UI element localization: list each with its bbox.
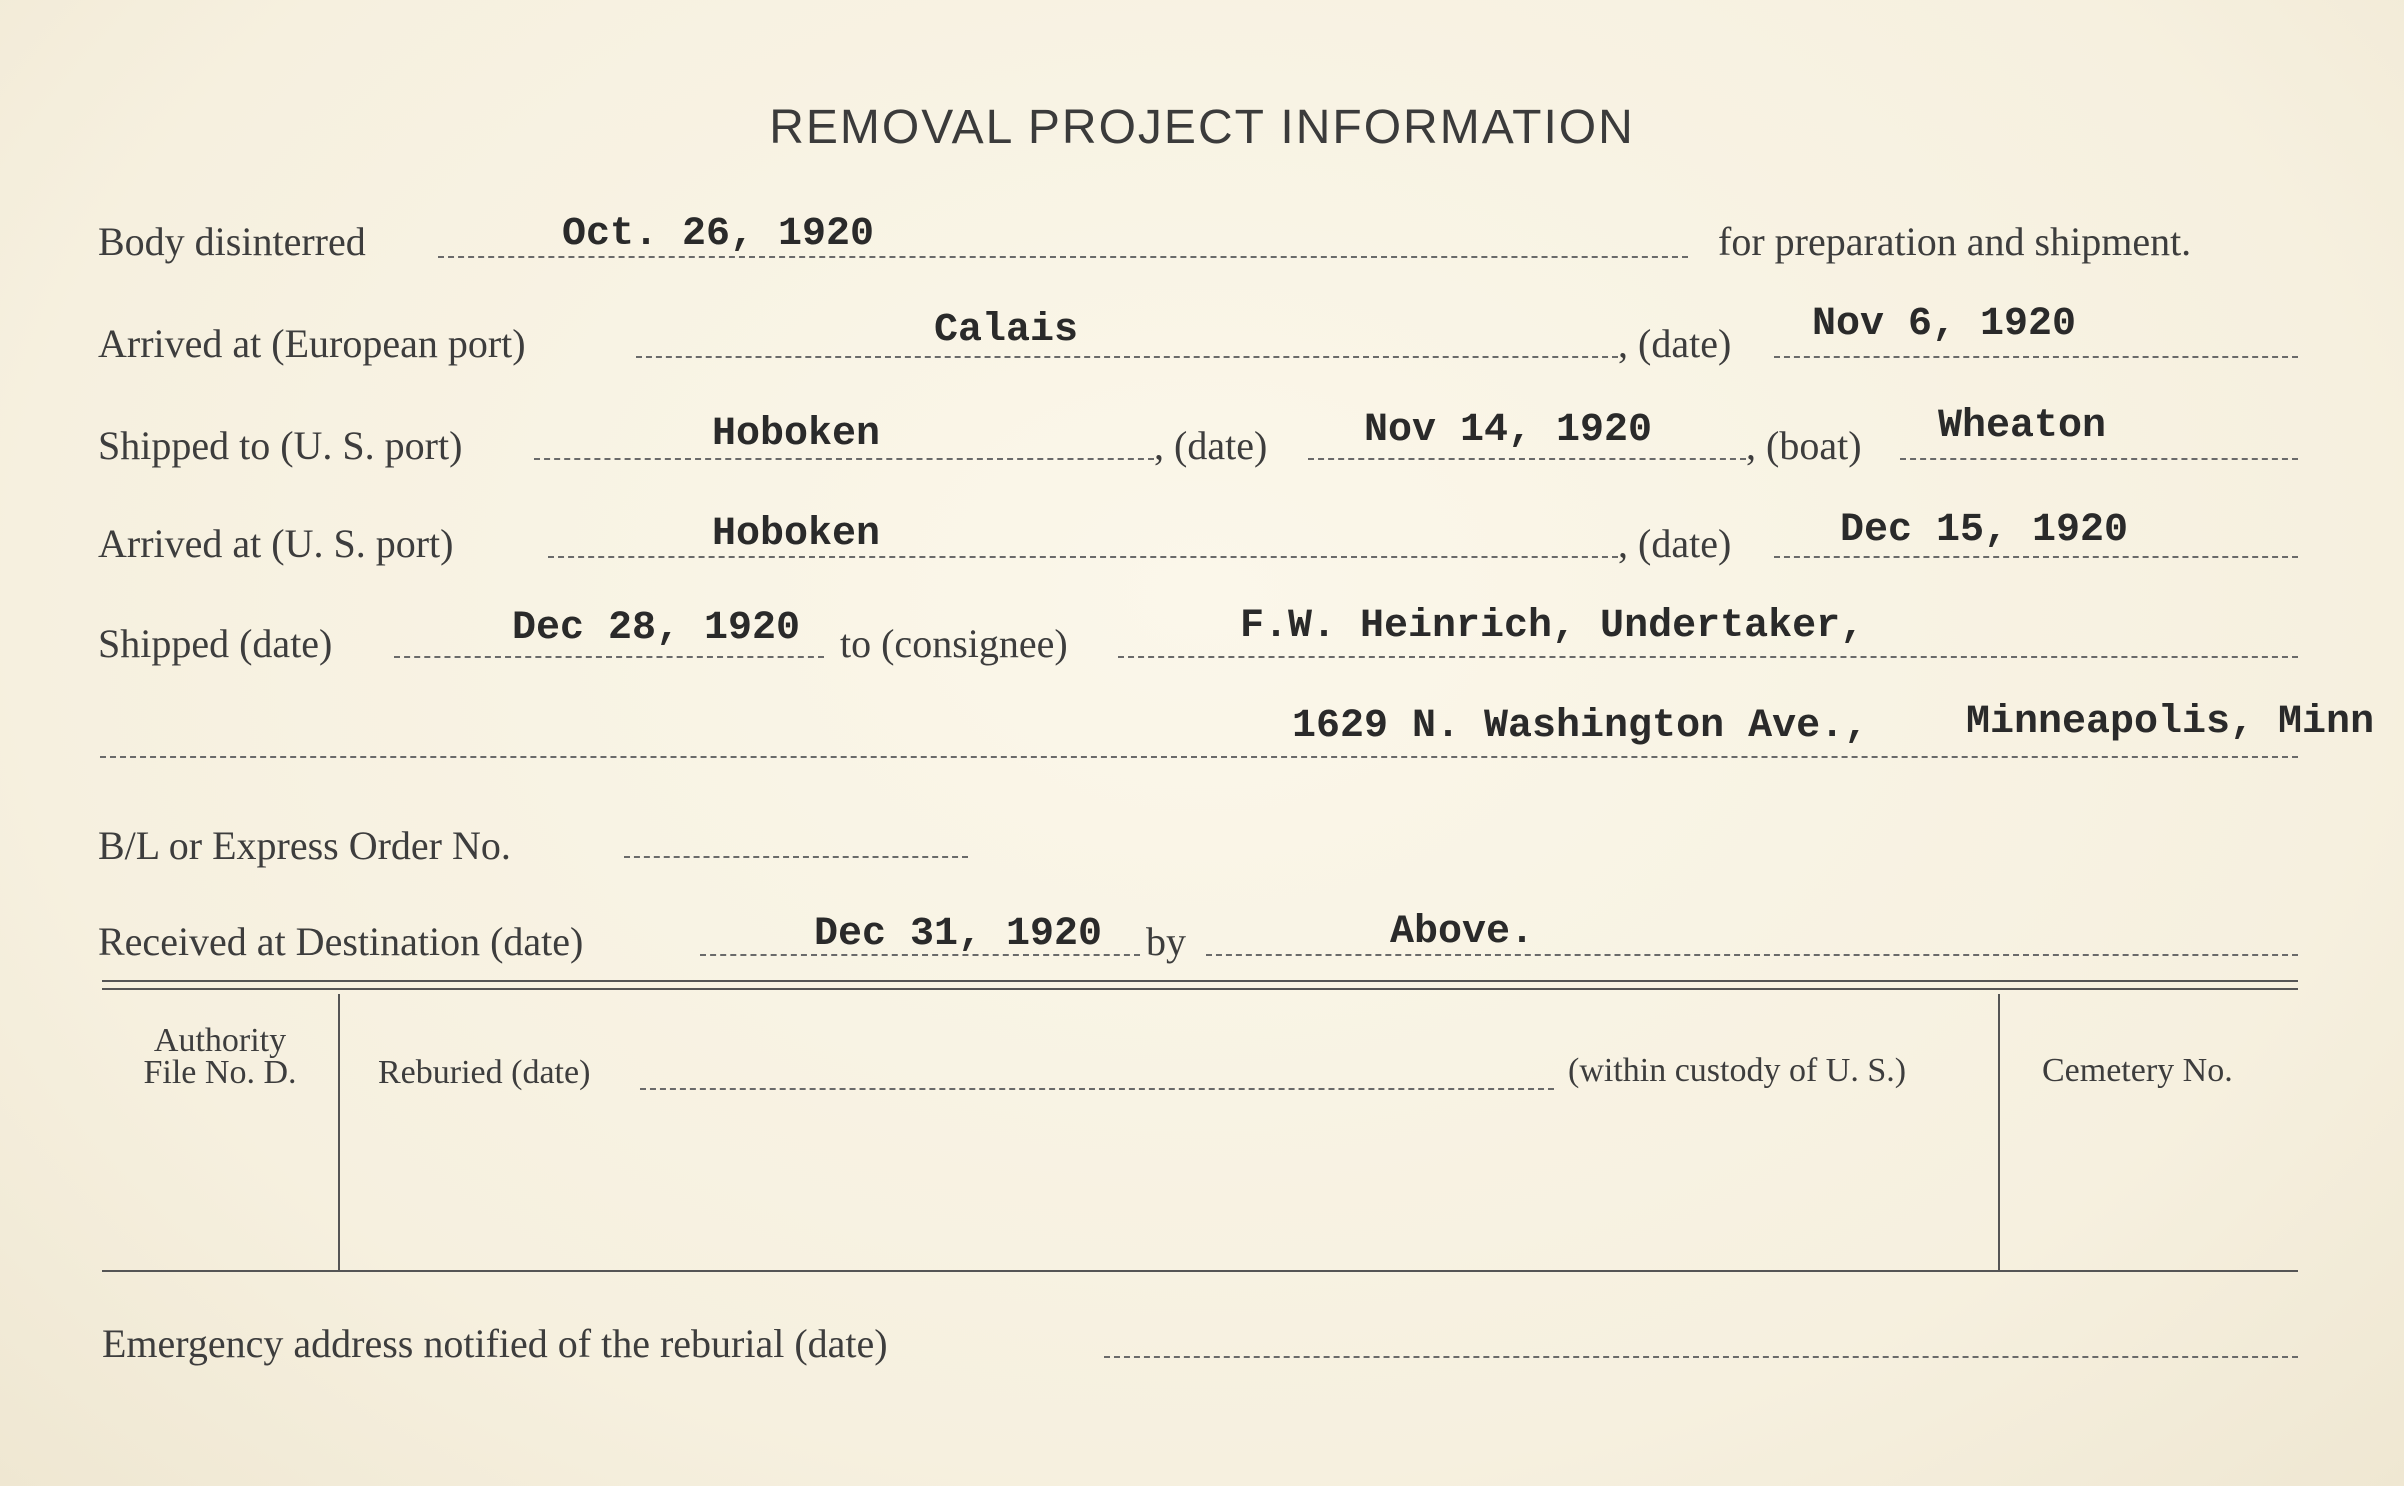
box-divider-right [1998, 994, 2000, 1270]
address-line [100, 756, 2298, 758]
emergency-address-label: Emergency address notified of the reburial (date) [102, 1321, 888, 1366]
file-no-label: File No. D. [143, 1054, 297, 1091]
preparation-shipment-label: for preparation and shipment. [1718, 219, 2192, 264]
consignee-value: F.W. Heinrich, Undertaker, [1240, 604, 1865, 649]
body-disinterred-label: Body disinterred [98, 219, 366, 264]
shipped-date2-label: Shipped (date) [98, 621, 333, 666]
bl-express-order-line [624, 856, 968, 858]
boat-label: , (boat) [1746, 423, 1862, 468]
european-date-value: Nov 6, 1920 [1812, 302, 2077, 347]
consignee-line [1118, 656, 2298, 658]
reburied-date-label: Reburied (date) [378, 1054, 591, 1091]
city-value: Minneapolis, Minn [1966, 700, 2375, 745]
european-port-line [636, 356, 1618, 358]
boat-value: Wheaton [1938, 404, 2107, 449]
arrived-date-label: , (date) [1618, 521, 1732, 566]
by-value: Above. [1390, 910, 1535, 955]
arrived-us-port-value: Hoboken [712, 512, 881, 557]
cemetery-no-label: Cemetery No. [2042, 1052, 2233, 1089]
arrived-date-line [1774, 556, 2298, 558]
shipped-us-port-value: Hoboken [712, 412, 881, 457]
by-line [1206, 954, 2298, 956]
box-top-rule [102, 980, 2298, 982]
bl-express-order-label: B/L or Express Order No. [98, 823, 511, 868]
custody-label: (within custody of U. S.) [1568, 1052, 1907, 1089]
consignee-label: to (consignee) [840, 621, 1068, 666]
shipped-us-port-line [534, 458, 1154, 460]
box-divider-left [338, 994, 340, 1270]
shipped-date2-value: Dec 28, 1920 [512, 606, 801, 651]
emergency-address-line [1104, 1356, 2298, 1358]
arrived-european-port-label: Arrived at (European port) [98, 321, 526, 366]
by-label: by [1146, 919, 1186, 964]
arrived-us-port-line [548, 556, 1618, 558]
arrived-us-port-label: Arrived at (U. S. port) [98, 521, 454, 566]
shipped-date-line [1308, 458, 1746, 460]
european-port-value: Calais [934, 308, 1079, 353]
received-date-value: Dec 31, 1920 [814, 912, 1103, 957]
received-destination-label: Received at Destination (date) [98, 919, 584, 964]
shipped-date2-line [394, 656, 824, 658]
authority-label: Authority [153, 1022, 287, 1059]
shipped-date-value: Nov 14, 1920 [1364, 408, 1653, 453]
european-date-label: , (date) [1618, 321, 1732, 366]
shipped-date-label: , (date) [1154, 423, 1268, 468]
shipped-us-port-label: Shipped to (U. S. port) [98, 423, 463, 468]
european-date-line [1774, 356, 2298, 358]
reburied-date-line [640, 1088, 1554, 1090]
boat-line [1900, 458, 2298, 460]
arrived-date-value: Dec 15, 1920 [1840, 508, 2129, 553]
card-title: REMOVAL PROJECT INFORMATION [769, 101, 1635, 154]
box-top-rule-2 [102, 988, 2298, 990]
body-disinterred-value: Oct. 26, 1920 [562, 212, 875, 257]
box-bottom-rule [102, 1270, 2298, 1272]
address-value: 1629 N. Washington Ave., [1292, 704, 1869, 749]
